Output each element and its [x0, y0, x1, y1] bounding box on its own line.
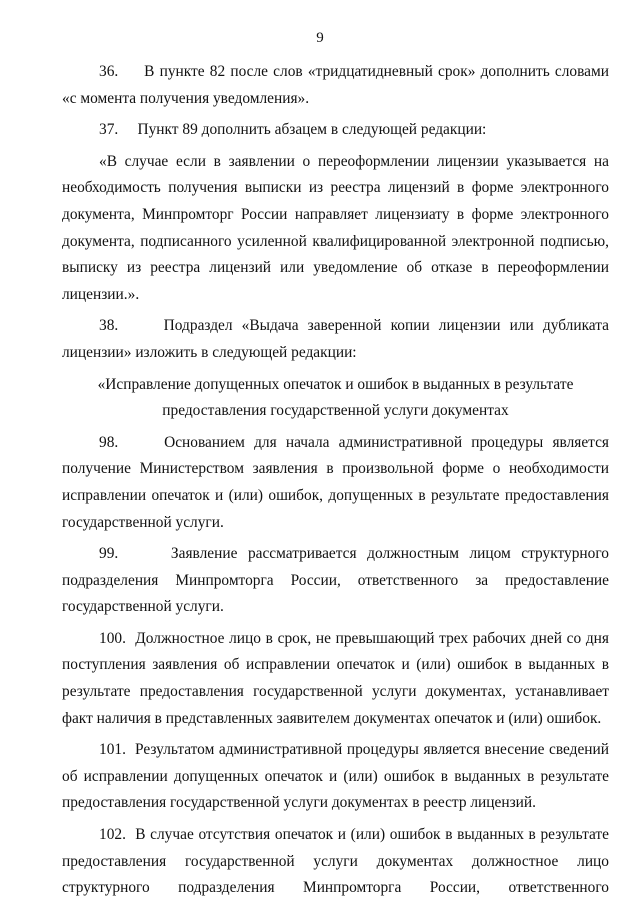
document-body [62, 59, 609, 902]
subsection-heading: «Исправление допущенных опечаток и ошибок в выданных в результате предоставления государственной услуги документах [97, 375, 574, 420]
page-number: 9 [316, 30, 324, 46]
paragraph-37: 37. Пункт 89 дополнить абзацем в следующей редакции: [99, 121, 487, 139]
paragraph-102: 102. В случае отсутствия опечаток и (или) ошибок в выданных в результате предоставления государственной услуги документах должностное лицо структурного подразделения Минпромторга России, ответственного [62, 826, 609, 897]
paragraph-36: 36. В пункте 82 после слов «тридцатидневный срок» дополнить словами «с момента получения уведомления». [62, 63, 609, 107]
paragraph-99: 99. Заявление рассматривается должностным лицом структурного подразделения Минпромторга России, ответственного за предоставление государственной услуги. [62, 545, 609, 616]
paragraph-37-quote: «В случае если в заявлении о переоформлении лицензии указывается на необходимость получения выписки из реестра лицензий в форме электронного документа, Минпромторг России направляет лицензиату в форме электронного документа, подписанного усиленной квалифицированной электронной подписью, выписку из реестра лицензий или уведомление об отказе в переоформлении лицензии.». [62, 152, 609, 303]
paragraph-98: 98. Основанием для начала административной процедуры является получение Министерством заявления в произвольной форме о необходимости исправлении опечаток и (или) ошибок, допущенных в результате предоставления государственной услуги. [62, 433, 609, 531]
paragraph-100: 100. Должностное лицо в срок, не превышающий трех рабочих дней со дня поступления заявления об исправлении опечаток и (или) ошибок в выданных в результате предоставления государственной услуги документах, устанавливает факт наличия в представленных заявителем документах опечаток и (или) ошибок. [62, 629, 609, 727]
paragraph-38: 38. Подраздел «Выдача заверенной копии лицензии или дубликата лицензии» изложить в следующей редакции: [62, 317, 609, 361]
paragraph-101: 101. Результатом административной процедуры является внесение сведений об исправлении допущенных опечаток и (или) ошибок в выданных в результате предоставления государственной услуги документах в реестр лицензий. [62, 741, 609, 812]
